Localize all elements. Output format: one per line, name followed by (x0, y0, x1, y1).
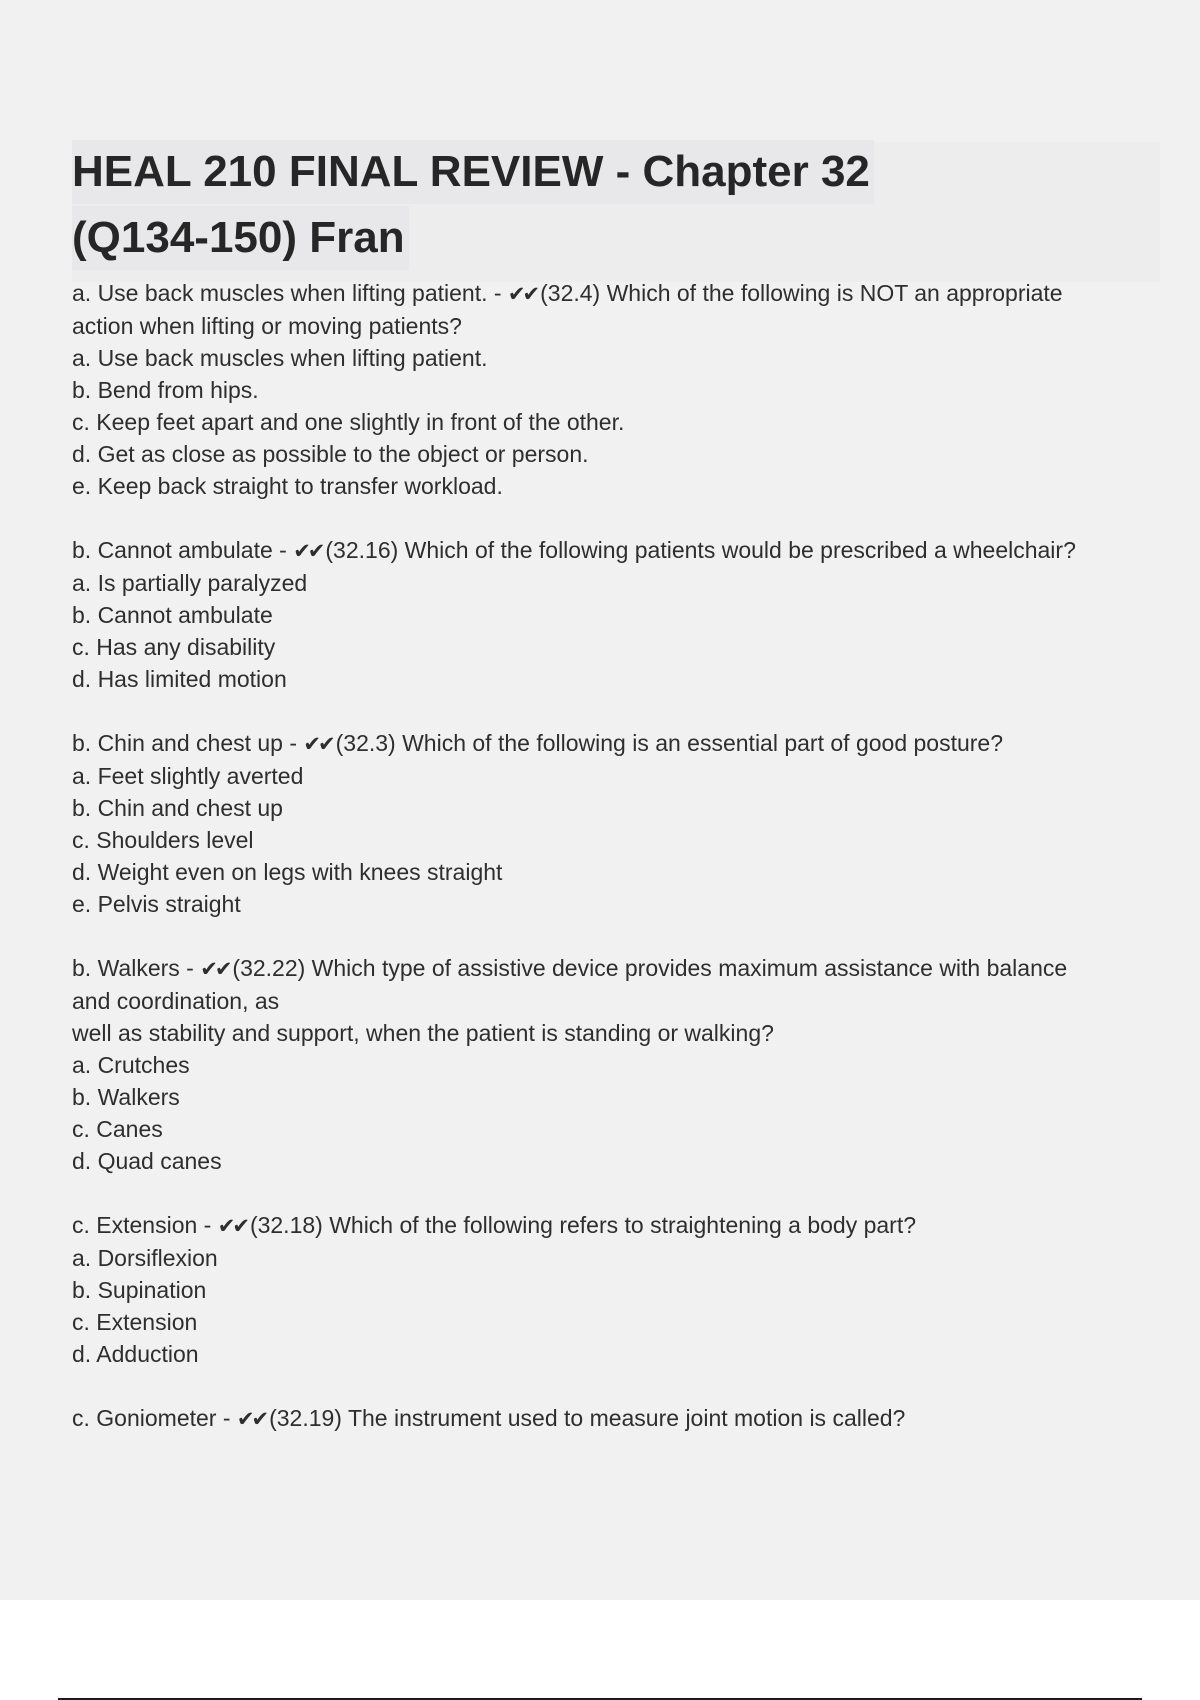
question-line (72, 952, 1162, 985)
answer-option: e. Pelvis straight (72, 891, 241, 917)
answer-option: c. Extension (72, 1309, 198, 1335)
question-block (72, 1209, 1162, 1370)
question-line (72, 277, 1162, 310)
question-line (72, 1402, 1162, 1435)
page-title-line-2: (Q134-150) Fran (72, 206, 409, 270)
question-text: (32.3) Which of the following is an essential part of good posture? (335, 730, 1004, 756)
answer-option: a. Feet slightly averted (72, 763, 304, 789)
check-mark-icon: ✔✔ (293, 539, 323, 563)
answer-option: a. Use back muscles when lifting patient. (72, 345, 488, 371)
question-block (72, 534, 1162, 695)
question-continuation: action when lifting or moving patients? (72, 313, 462, 339)
question-list (72, 277, 1162, 1435)
answer-option: b. Chin and chest up (72, 795, 283, 821)
check-mark-icon: ✔✔ (200, 957, 230, 981)
answer-text: b. Cannot ambulate - (72, 537, 294, 563)
question-text: (32.19) The instrument used to measure joint motion is called? (269, 1405, 906, 1431)
answer-option: d. Has limited motion (72, 666, 287, 692)
question-line (72, 727, 1162, 760)
question-block (72, 727, 1162, 920)
question-line (72, 1209, 1162, 1242)
question-continuation: well as stability and support, when the patient is standing or walking? (72, 1020, 774, 1046)
answer-option: a. Crutches (72, 1052, 190, 1078)
answer-text: a. Use back muscles when lifting patient. - (72, 280, 508, 306)
answer-text: b. Walkers - (72, 955, 201, 981)
check-mark-icon: ✔✔ (303, 732, 333, 756)
answer-option: d. Get as close as possible to the object or person. (72, 441, 589, 467)
question-continuation: and coordination, as (72, 988, 280, 1014)
question-block (72, 1402, 1162, 1435)
question-text: (32.22) Which type of assistive device provides maximum assistance with balance (232, 955, 1068, 981)
check-mark-icon: ✔✔ (217, 1214, 247, 1238)
answer-option: c. Shoulders level (72, 827, 254, 853)
check-mark-icon: ✔✔ (236, 1407, 267, 1431)
answer-option: b. Bend from hips. (72, 377, 259, 403)
page-title-line-1: HEAL 210 FINAL REVIEW - Chapter 32 (72, 140, 874, 204)
answer-option: c. Keep feet apart and one slightly in front of the other. (72, 409, 625, 435)
answer-option: d. Quad canes (72, 1148, 222, 1174)
answer-option: d. Adduction (72, 1341, 199, 1367)
answer-option: c. Canes (72, 1116, 163, 1142)
question-text: (32.4) Which of the following is NOT an appropriate (540, 280, 1063, 306)
answer-text: c. Extension - (72, 1212, 218, 1238)
answer-option: b. Supination (72, 1277, 207, 1303)
answer-option: b. Cannot ambulate (72, 602, 273, 628)
answer-option: a. Dorsiflexion (72, 1245, 218, 1271)
question-block (72, 952, 1162, 1177)
check-mark-icon: ✔✔ (507, 282, 538, 306)
question-text: (32.18) Which of the following refers to straightening a body part? (249, 1212, 917, 1238)
answer-option: c. Has any disability (72, 634, 276, 660)
question-block (72, 277, 1162, 502)
answer-option: e. Keep back straight to transfer workload. (72, 473, 503, 499)
answer-text: b. Chin and chest up - (72, 730, 304, 756)
question-text: (32.16) Which of the following patients would be prescribed a wheelchair? (325, 537, 1076, 563)
answer-option: a. Is partially paralyzed (72, 570, 308, 596)
answer-text: c. Goniometer - (72, 1405, 237, 1431)
answer-option: b. Walkers (72, 1084, 180, 1110)
question-line (72, 534, 1162, 567)
answer-option: d. Weight even on legs with knees straight (72, 859, 503, 885)
